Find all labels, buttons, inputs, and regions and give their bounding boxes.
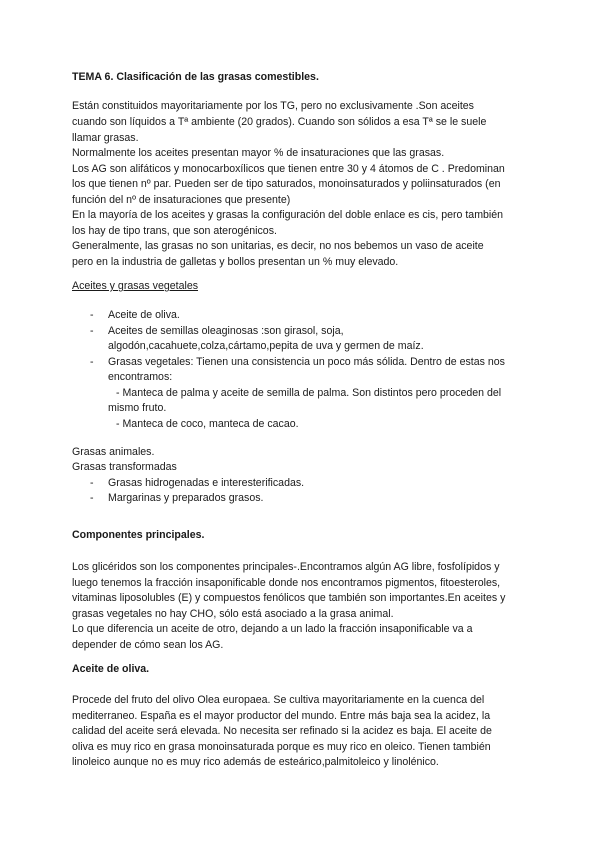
text-line: calidad del aceite será elevada. No necesita ser refinado si la acidez es baja. El aceite de — [72, 725, 492, 737]
text-line: mediterraneo. España es el mayor productor del mundo. Entre más baja sea la acidez, la — [72, 710, 491, 722]
sub-list-item: - Manteca de coco, manteca de cacao. — [116, 418, 299, 430]
section-heading-olive: Aceite de oliva. — [72, 663, 150, 675]
text-line: llamar grasas. — [72, 132, 139, 144]
section-heading-vegetal: Aceites y grasas vegetales — [72, 280, 199, 292]
list-item: Aceite de oliva. — [108, 309, 180, 321]
sub-list-item: - Manteca de palma y aceite de semilla de palma. Son distintos pero proceden del — [116, 387, 502, 399]
text-line: depender de cómo sean los AG. — [72, 639, 224, 651]
bullet-dash: - — [90, 492, 94, 504]
list-item: Grasas vegetales: Tienen una consistencia un poco más sólida. Dentro de estas nos — [108, 356, 505, 368]
text-line: pero en la industria de galletas y bollos presentan un % muy elevado. — [72, 256, 399, 268]
text-line: Los glicéridos son los componentes principales-.Encontramos algún AG libre, fosfolípidos y — [72, 561, 500, 573]
text-line: Los AG son alifáticos y monocarboxílicos que tienen entre 30 y 4 átomos de C . Predominan — [72, 163, 505, 175]
sub-list-item-continuation: mismo fruto. — [108, 402, 167, 414]
text-line: Normalmente los aceites presentan mayor % de insaturaciones que las grasas. — [72, 147, 445, 159]
text-line: vitaminas liposolubles (E) y compuestos fenólicos que también son importantes.En aceites y — [72, 592, 506, 604]
text-line: Lo que diferencia un aceite de otro, dejando a un lado la fracción insaponificable va a — [72, 623, 473, 635]
bullet-dash: - — [90, 477, 94, 489]
section-heading-animal: Grasas animales. — [72, 446, 155, 458]
text-line: linoleico aunque no es muy rico además de esteárico,palmitoleico y linolénico. — [72, 756, 439, 768]
list-item: Grasas hidrogenadas e interesterificadas. — [108, 477, 305, 489]
text-line: En la mayoría de los aceites y grasas la configuración del doble enlace es cis, pero también — [72, 209, 504, 221]
text-line: grasas vegetales no hay CHO, sólo está asociado a la grasa animal. — [72, 608, 394, 620]
list-item: Aceites de semillas oleaginosas :son girasol, soja, — [108, 325, 344, 337]
text-line: Procede del fruto del olivo Olea europaea. Se cultiva mayoritariamente en la cuenca del — [72, 694, 485, 706]
text-line: los hay de tipo trans, que son aterogénicos. — [72, 225, 277, 237]
bullet-dash: - — [90, 309, 94, 321]
bullet-dash: - — [90, 356, 94, 368]
text-line: los que tienen nº par. Pueden ser de tipo saturados, monoinsaturados y poliinsaturados (en — [72, 178, 501, 190]
text-line: Generalmente, las grasas no son unitarias, es decir, no nos bebemos un vaso de aceite — [72, 240, 484, 252]
section-heading-transformed: Grasas transformadas — [72, 461, 177, 473]
text-line: oliva es muy rico en grasa monoinsaturada porque es muy rico en oleico. Tienen también — [72, 741, 491, 753]
list-item: Margarinas y preparados grasos. — [108, 492, 264, 504]
section-heading-components: Componentes principales. — [72, 529, 205, 541]
text-line: función del nº de insaturaciones que presente) — [72, 194, 291, 206]
bullet-dash: - — [90, 325, 94, 337]
list-item-continuation: encontramos: — [108, 371, 173, 383]
page-title: TEMA 6. Clasificación de las grasas comestibles. — [72, 71, 319, 83]
text-line: Están constituidos mayoritariamente por los TG, pero no exclusivamente .Son aceites — [72, 100, 474, 112]
text-line: cuando son líquidos a Tª ambiente (20 grados). Cuando son sólidos a esa Tª se le suele — [72, 116, 487, 128]
list-item-continuation: algodón,cacahuete,colza,cártamo,pepita de uva y germen de maíz. — [108, 340, 424, 352]
text-line: luego tenemos la fracción insaponificable donde nos encontramos pigmentos, fitoesteroles, — [72, 577, 501, 589]
